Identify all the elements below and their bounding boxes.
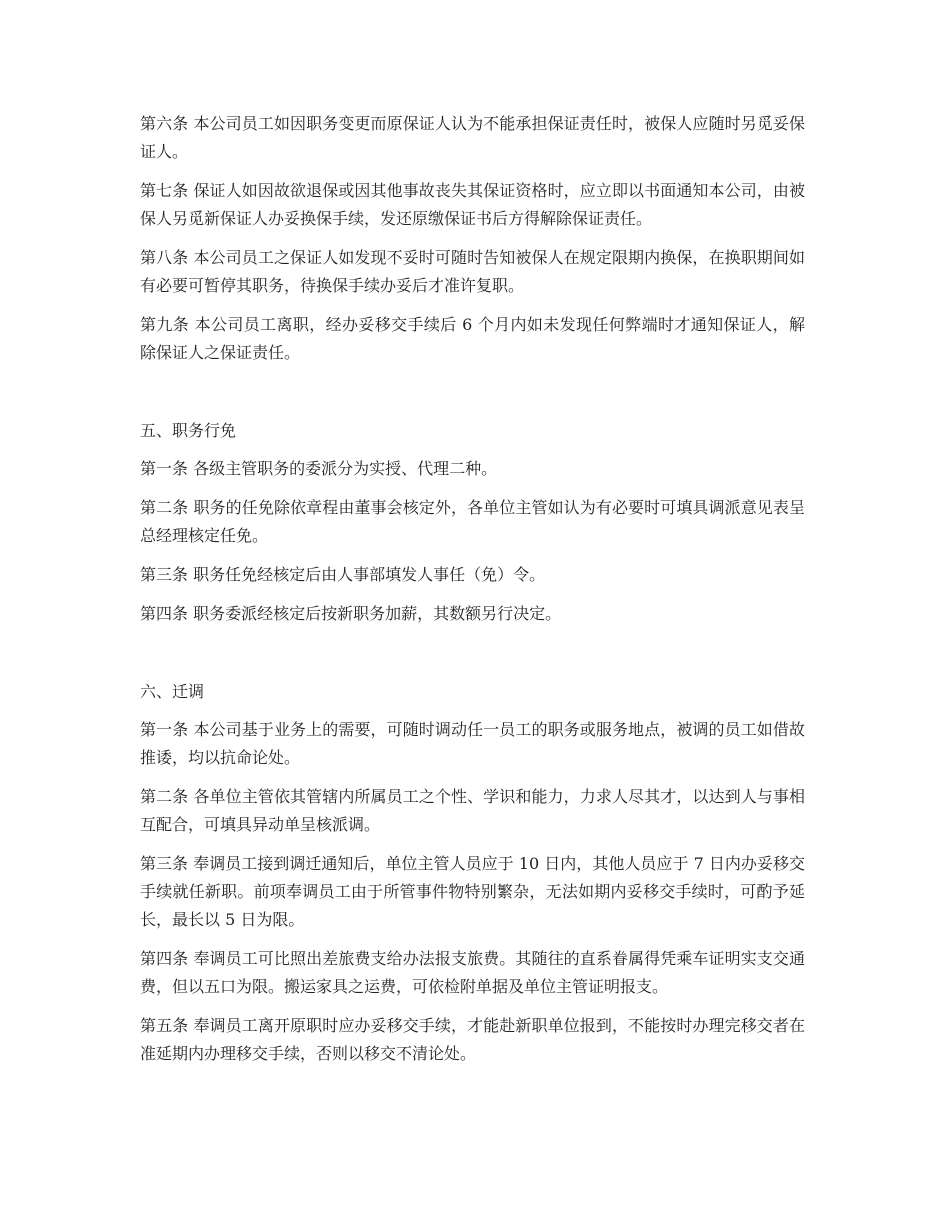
- section-6-heading: 六、迁调: [140, 682, 205, 701]
- article-6-paragraph: 第六条 本公司员工如因职务变更而原保证人认为不能承担保证责任时，被保人应随时另觅妥保证人。: [140, 114, 805, 161]
- section-5-heading: 五、职务行免: [140, 421, 237, 440]
- section-6-article-2: 第二条 各单位主管依其管辖内所属员工之个性、学识和能力，力求人尽其才，以达到人与事相互配合，可填具异动单呈核派调。: [140, 787, 805, 834]
- section-spacer: [140, 378, 805, 417]
- article-9-paragraph: 第九条 本公司员工离职，经办妥移交手续后 6 个月内如未发现任何弊端时才通知保证人，解除保证人之保证责任。: [140, 315, 805, 362]
- section-spacer: [140, 639, 805, 678]
- document-page: [140, 110, 805, 1079]
- section-5-article-1: 第一条 各级主管职务的委派分为实授、代理二种。: [140, 459, 498, 478]
- section-5-article-4: 第四条 职务委派经核定后按新职务加薪，其数额另行决定。: [140, 604, 562, 623]
- section-5-article-3: 第三条 职务任免经核定后由人事部填发人事任（免）令。: [140, 565, 546, 584]
- article-7-paragraph: 第七条 保证人如因故欲退保或因其他事故丧失其保证资格时，应立即以书面通知本公司，由被保人另觅新保证人办妥换保手续，发还原缴保证书后方得解除保证责任。: [140, 181, 805, 228]
- section-6-article-3: 第三条 奉调员工接到调迁通知后，单位主管人员应于 10 日内，其他人员应于 7 日内办妥移交手续就任新职。前项奉调员工由于所管事件物特别繁杂，无法如期内妥移交手续时，可酌予延长，最长以 5 日为限。: [140, 854, 805, 929]
- section-5-article-2: 第二条 职务的任免除依章程由董事会核定外，各单位主管如认为有必要时可填具调派意见表呈总经理核定任免。: [140, 498, 805, 545]
- section-6-article-5: 第五条 奉调员工离开原职时应办妥移交手续，才能赴新职单位报到，不能按时办理完移交者在准延期内办理移交手续，否则以移交不清论处。: [140, 1016, 805, 1063]
- section-6-article-1: 第一条 本公司基于业务上的需要，可随时调动任一员工的职务或服务地点，被调的员工如借故推诿，均以抗命论处。: [140, 720, 805, 767]
- article-8-paragraph: 第八条 本公司员工之保证人如发现不妥时可随时告知被保人在规定限期内换保，在换职期间如有必要可暂停其职务，待换保手续办妥后才准许复职。: [140, 248, 805, 295]
- section-6-article-4: 第四条 奉调员工可比照出差旅费支给办法报支旅费。其随往的直系眷属得凭乘车证明实支交通费，但以五口为限。搬运家具之运费，可依检附单据及单位主管证明报支。: [140, 949, 805, 996]
